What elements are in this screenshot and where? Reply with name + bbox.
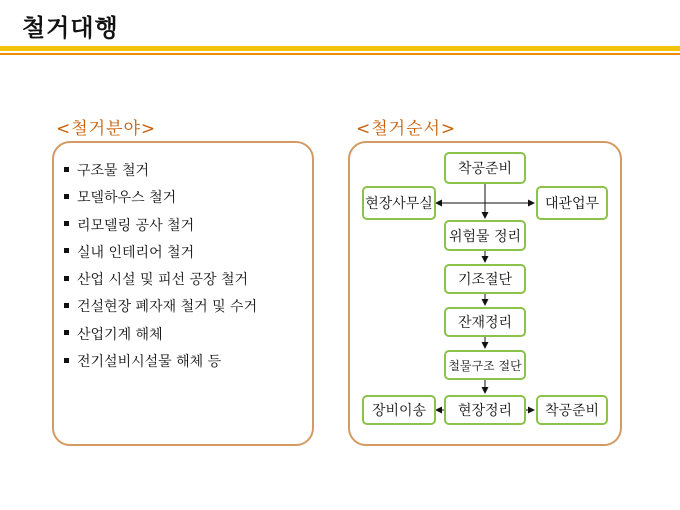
flow-equip-move: 장비이송	[362, 395, 436, 425]
flow-start: 착공준비	[444, 152, 526, 184]
list-item	[64, 352, 257, 379]
flow-contract: 대관업무	[536, 186, 608, 220]
flow-site-clear: 현장정리	[444, 395, 526, 425]
bullet-icon	[64, 167, 69, 172]
list-item	[64, 216, 257, 243]
bullet-icon	[64, 358, 69, 363]
bullet-icon	[64, 276, 69, 281]
demolition-fields-heading: <철거분야>	[56, 119, 157, 139]
page-title: 철거대행	[22, 14, 119, 42]
list-item-label: 구조물 철거	[77, 163, 150, 179]
demolition-fields-list	[64, 161, 257, 379]
list-item-label: 건설현장 폐자재 철거 및 수거	[77, 299, 258, 316]
bullet-icon	[64, 194, 69, 199]
flow-start-end: 착공준비	[536, 395, 608, 425]
flow-steel-cut: 철물구조 절단	[444, 350, 526, 380]
list-item-label: 모델하우스 철거	[77, 190, 177, 207]
bullet-icon	[64, 303, 69, 308]
flow-site-office: 현장사무실	[362, 186, 436, 220]
demolition-order-heading: <철거순서>	[356, 119, 457, 139]
flow-debris: 잔재정리	[444, 307, 526, 337]
flow-hazmat: 위험물 정리	[444, 220, 526, 251]
bullet-icon	[64, 248, 69, 253]
list-item-label: 산업 시설 및 피선 공장 철거	[77, 272, 249, 289]
title-rule-yellow	[0, 46, 680, 51]
list-item	[64, 161, 257, 188]
list-item-label: 리모델링 공사 철거	[77, 217, 195, 234]
list-item	[64, 243, 257, 270]
title-rule-orange	[0, 53, 680, 55]
list-item	[64, 188, 257, 215]
flow-base-cut: 기조절단	[444, 264, 526, 294]
list-item	[64, 270, 257, 297]
bullet-icon	[64, 221, 69, 226]
list-item-label: 전기설비시설물 해체 등	[77, 354, 222, 371]
list-item-label: 산업기계 해체	[77, 326, 163, 343]
list-item	[64, 297, 257, 324]
list-item-label: 실내 인테리어 철거	[77, 244, 195, 261]
list-item	[64, 325, 257, 352]
bullet-icon	[64, 330, 69, 335]
